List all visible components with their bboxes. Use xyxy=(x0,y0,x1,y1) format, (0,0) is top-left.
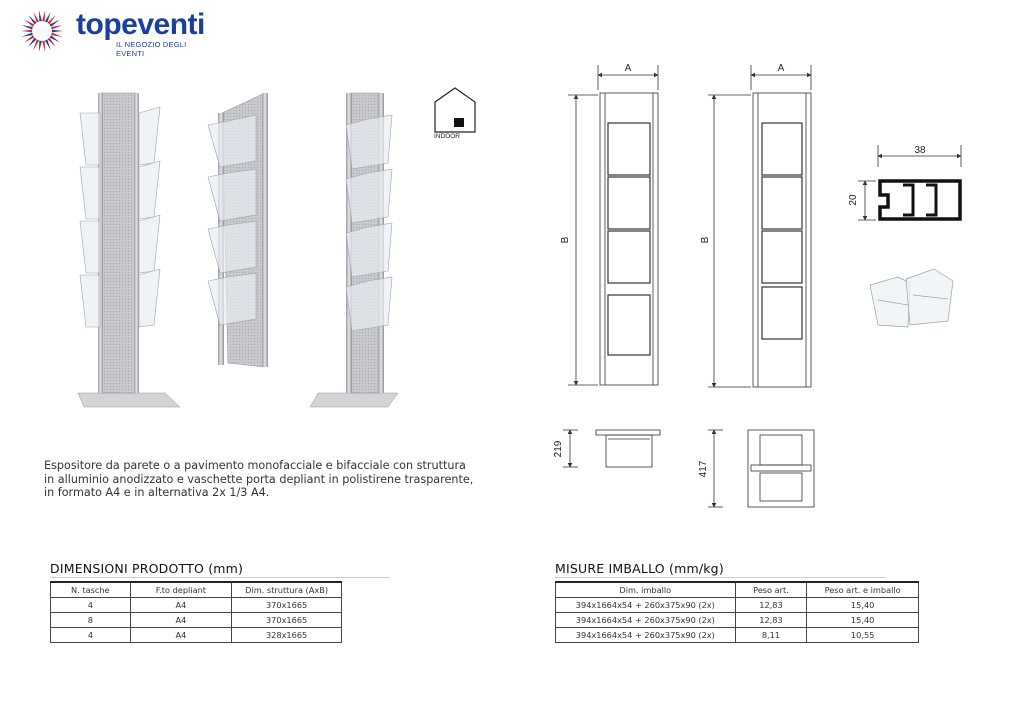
description-line: Espositore da parete o a pavimento monofacciale e bifacciale con struttura xyxy=(44,459,466,472)
dim-b-side-label: B xyxy=(700,236,711,244)
table-cell: 370x1665 xyxy=(232,613,342,628)
table-cell: 394x1664x54 + 260x375x90 (2x) xyxy=(556,613,736,628)
column-header: Peso art. xyxy=(735,582,807,598)
product-dimensions-table xyxy=(50,581,342,643)
profile-section-drawing xyxy=(858,145,961,220)
indoor-label: INDOOR xyxy=(434,133,460,140)
table-cell: 370x1665 xyxy=(232,598,342,613)
logo-wordmark: topeventi xyxy=(76,8,205,41)
table-cell: 394x1664x54 + 260x375x90 (2x) xyxy=(556,628,736,643)
table-cell: A4 xyxy=(130,598,232,613)
stand-wall-render xyxy=(208,93,268,367)
stand-floor-double-render xyxy=(78,93,180,407)
table-cell: 12,83 xyxy=(735,598,807,613)
table-row xyxy=(556,613,919,628)
packaging-title-divider xyxy=(555,577,885,578)
product-table-title: DIMENSIONI PRODOTTO (mm) xyxy=(50,561,244,576)
table-cell: 15,40 xyxy=(807,598,919,613)
table-header-row xyxy=(556,582,919,598)
table-cell: 394x1664x54 + 260x375x90 (2x) xyxy=(556,598,736,613)
table-cell: A4 xyxy=(130,628,232,643)
table-row xyxy=(51,598,342,613)
table-cell: 10,55 xyxy=(807,628,919,643)
front-view-drawing xyxy=(563,65,660,467)
house-icon xyxy=(432,86,478,134)
technical-drawings xyxy=(548,55,978,520)
dim-base-front-label: 219 xyxy=(553,440,564,458)
table-header-row xyxy=(51,582,342,598)
column-header: Dim. struttura (AxB) xyxy=(232,582,342,598)
table-cell: 8 xyxy=(51,613,131,628)
table-cell: 328x1665 xyxy=(232,628,342,643)
dim-a-front-label: A xyxy=(624,63,632,74)
dim-b-front-label: B xyxy=(560,236,571,244)
table-cell: 8,11 xyxy=(735,628,807,643)
dim-profile-width-label: 38 xyxy=(914,145,926,156)
column-header: F.to depliant xyxy=(130,582,232,598)
packaging-table-title: MISURE IMBALLO (mm/kg) xyxy=(555,561,724,576)
table-row xyxy=(556,628,919,643)
indoor-badge xyxy=(432,86,478,144)
stand-floor-single-render xyxy=(310,93,398,407)
column-header: Dim. imballo xyxy=(556,582,736,598)
dim-a-side-label: A xyxy=(777,63,785,74)
table-cell: A4 xyxy=(130,613,232,628)
table-cell: 12,83 xyxy=(735,613,807,628)
dim-profile-height-label: 20 xyxy=(848,194,859,206)
table-cell: 4 xyxy=(51,598,131,613)
table-cell: 15,40 xyxy=(807,613,919,628)
packaging-dimensions-table xyxy=(555,581,919,643)
pocket-tray-render xyxy=(870,269,953,327)
table-row xyxy=(51,628,342,643)
logo-tagline: IL NEGOZIO DEGLI EVENTI xyxy=(116,40,187,58)
description-line: in formato A4 e in alternativa 2x 1/3 A4. xyxy=(44,486,270,499)
table-cell: 4 xyxy=(51,628,131,643)
product-title-divider xyxy=(50,577,390,578)
side-view-drawing xyxy=(708,65,814,507)
product-description xyxy=(44,459,514,500)
column-header: Peso art. e imballo xyxy=(807,582,919,598)
table-row xyxy=(51,613,342,628)
table-row xyxy=(556,598,919,613)
description-line: in alluminio anodizzato e vaschette porta depliant in polistirene trasparente, xyxy=(44,472,474,486)
logo-sunburst-icon xyxy=(14,8,74,54)
company-logo xyxy=(14,8,205,58)
dim-base-side-label: 417 xyxy=(698,460,709,478)
product-render-group xyxy=(70,85,410,415)
column-header: N. tasche xyxy=(51,582,131,598)
